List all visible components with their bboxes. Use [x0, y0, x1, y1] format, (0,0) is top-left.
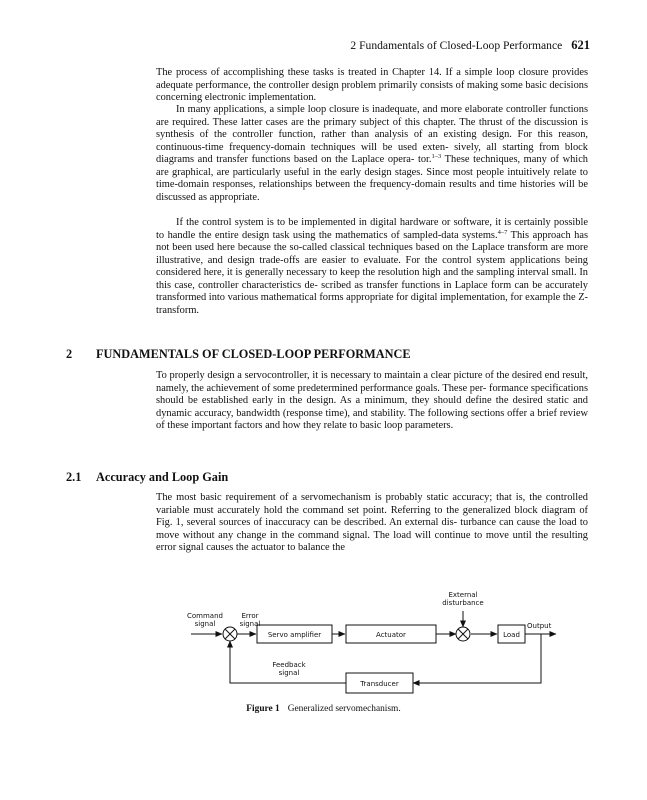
intro-paragraph-2-text-a: In many applications, a simple loop closure is inadequate, and more elaborate controller functions are required. These latter cases are the primary subject of this chapter. The thrust of the discussion is synthesis of the controller function, rather than analysis of an existing design. For this reason, continuous-time frequency-domain techniques will be used exten- sively, all starting from block diagrams and transfer functions based on the Laplace opera- tor.	[156, 104, 588, 165]
intro-paragraph-3-text-a: If the control system is to be implemented in digital hardware or software, it is certainly possible to handle the entire design task using the mathematics of sampled-data systems.	[156, 217, 588, 241]
load-label: Load	[503, 631, 520, 639]
figure-caption-text: Generalized servomechanism.	[287, 704, 401, 714]
running-head	[350, 38, 590, 53]
command-signal-label-2: signal	[194, 620, 216, 628]
transducer-label: Transducer	[360, 680, 399, 688]
section-title: Accuracy and Loop Gain	[96, 470, 229, 484]
figure-caption	[0, 704, 647, 714]
disturbance-label-2: disturbance	[442, 599, 484, 607]
intro-paragraph-2	[156, 104, 588, 204]
feedback-signal-label-1: Feedback	[272, 661, 306, 669]
error-summing-junction	[223, 627, 237, 641]
intro-paragraph-3-text-b: This approach has not been used here because the so-called classical techniques based on the Laplace transform are more illustrative, and design trade-offs are easier to evaluate. For the control system applications being considered here, it is generally necessary to keep the resolution high and the sampling interval small. In this case, controller characteristics de- scribed as transfer functions in Laplace form can be accurately transformed into various mathematical forms appropriate for digital implementation, for example the Z-transform.	[156, 229, 588, 316]
section-2-heading	[66, 347, 411, 362]
figure-caption-label: Figure 1	[246, 704, 280, 714]
intro-paragraph-2-text-b: These techniques, many of which are graphical, are particularly useful in the early design stages. Since most people intuitively relate to time-domain responses, relationships between the frequency-domain results and time histories will be discussed as appropriate.	[156, 154, 588, 203]
running-title: 2 Fundamentals of Closed-Loop Performance	[350, 39, 563, 52]
error-signal-label-1: Error	[241, 612, 259, 620]
reference-superscript: 1–3	[431, 153, 442, 160]
section-2-1-paragraph: The most basic requirement of a servomechanism is probably static accuracy; that is, the controlled variable must accurately hold the command set point. Referring to the generalized block diagram of Fig. 1, several sources of inaccuracy can be described. An external dis- turbance can cause the load to move without any change in the command signal. The load will continue to move until the resulting error signal causes the actuator to balance the	[156, 492, 588, 553]
section-number: 2	[66, 347, 73, 361]
page-number: 621	[571, 38, 590, 52]
command-signal-label-1: Command	[187, 612, 223, 620]
output-label: Output	[527, 622, 552, 630]
feedback-path-to-transducer	[413, 634, 541, 683]
actuator-label: Actuator	[376, 631, 406, 639]
section-title: FUNDAMENTALS OF CLOSED-LOOP PERFORMANCE	[96, 347, 411, 361]
error-signal-label-2: signal	[239, 620, 261, 628]
feedback-signal-label-2: signal	[278, 669, 300, 677]
intro-paragraph-3	[156, 217, 588, 317]
disturbance-summing-junction	[456, 627, 470, 641]
intro-paragraph-1: The process of accomplishing these tasks is treated in Chapter 14. If a simple loop closure provides adequate performance, the controller design problem primarily consists of making some basic decisions concerning electronic implementation.	[156, 67, 588, 103]
servo-amplifier-label: Servo amplifier	[267, 631, 322, 639]
block-diagram	[0, 585, 647, 715]
disturbance-label-1: External	[448, 591, 478, 599]
section-2-1-heading	[66, 470, 228, 485]
section-2-paragraph: To properly design a servocontroller, it is necessary to maintain a clear picture of the desired end result, namely, the achievement of some predetermined performance goals. These per- formance specifications should be established early in the design. As a minimum, they should define the desired static and dynamic accuracy, bandwidth (response time), and stability. The following sections offer a brief review of these important factors and how they relate to basic loop parameters.	[156, 370, 588, 431]
section-number: 2.1	[66, 470, 82, 484]
reference-superscript: 4–7	[497, 228, 508, 236]
